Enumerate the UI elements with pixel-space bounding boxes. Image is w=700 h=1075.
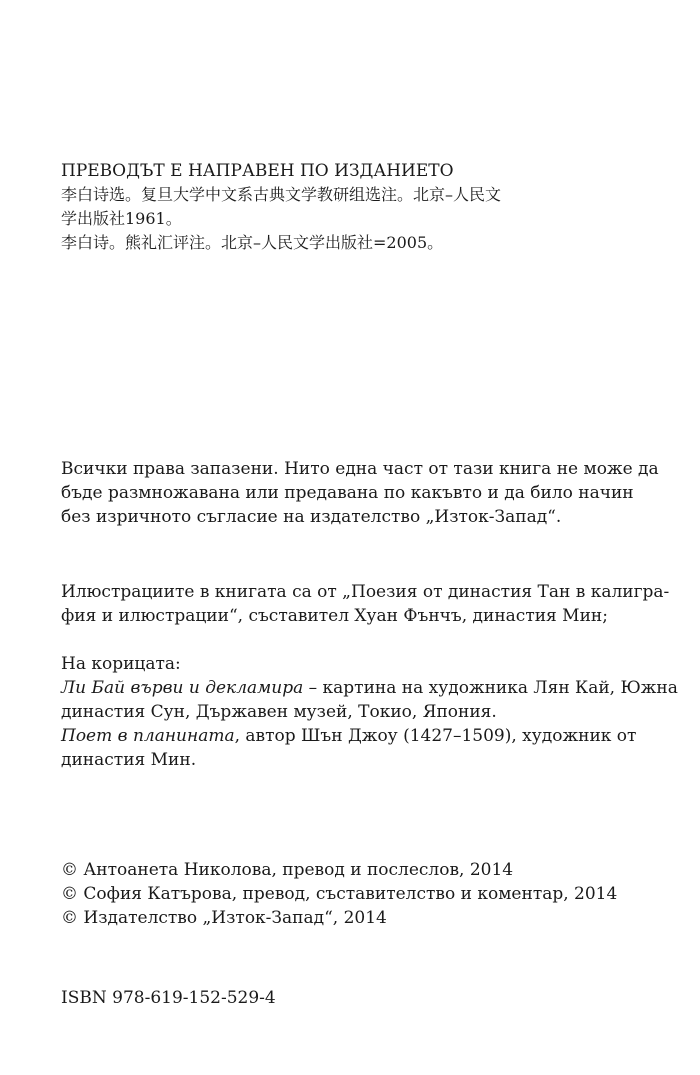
rights-line-2: бъде размножавана или предавана по какъвто и да било начин <box>61 483 634 503</box>
cover-work-2-description: , автор Шън Джоу (1427–1509), художник от <box>234 726 637 746</box>
edition-source-2: 李白诗。熊礼汇评注。北京–人民文学出版社=2005。 <box>61 233 444 252</box>
cover-work-2-line-2: династия Мин. <box>61 750 197 770</box>
edition-source-1-line-2: 学出版社1961。 <box>61 209 182 228</box>
cover-work-2-line-1 <box>61 724 637 748</box>
edition-source-1-line-1: 李白诗选。复旦大学中文系古典文学教研组选注。北京–人民文 <box>61 185 502 204</box>
copyright-line-3: © Издателство „Изток-Запад“, 2014 <box>61 908 387 928</box>
rights-line-1: Всички права запазени. Нито една част от тази книга не може да <box>61 459 659 479</box>
edition-heading: ПРЕВОДЪТ Е НАПРАВЕН ПО ИЗДАНИЕТО <box>61 161 454 181</box>
cover-work-1-line-1 <box>61 676 678 700</box>
cover-work-1-title: Ли Бай върви и декламира <box>61 678 304 698</box>
isbn: ISBN 978-619-152-529-4 <box>61 988 276 1008</box>
illustrations-line-2: фия и илюстрации“, съставител Хуан Фънчъ, династия Мин; <box>61 606 608 626</box>
cover-work-1-description: – картина на художника Лян Кай, Южна <box>303 678 678 698</box>
cover-work-1-line-2: династия Сун, Държавен музей, Токио, Япония. <box>61 702 497 722</box>
rights-line-3: без изричното съгласие на издателство „Изток-Запад“. <box>61 507 562 527</box>
cover-heading: На корицата: <box>61 654 181 674</box>
copyright-line-1: © Антоанета Николова, превод и послеслов, 2014 <box>61 860 514 880</box>
cover-work-2-title: Поет в планината <box>61 726 235 746</box>
illustrations-line-1: Илюстрациите в книгата са от „Поезия от династия Тан в калигра- <box>61 582 670 602</box>
copyright-line-2: © София Катърова, превод, съставителство и коментар, 2014 <box>61 884 618 904</box>
